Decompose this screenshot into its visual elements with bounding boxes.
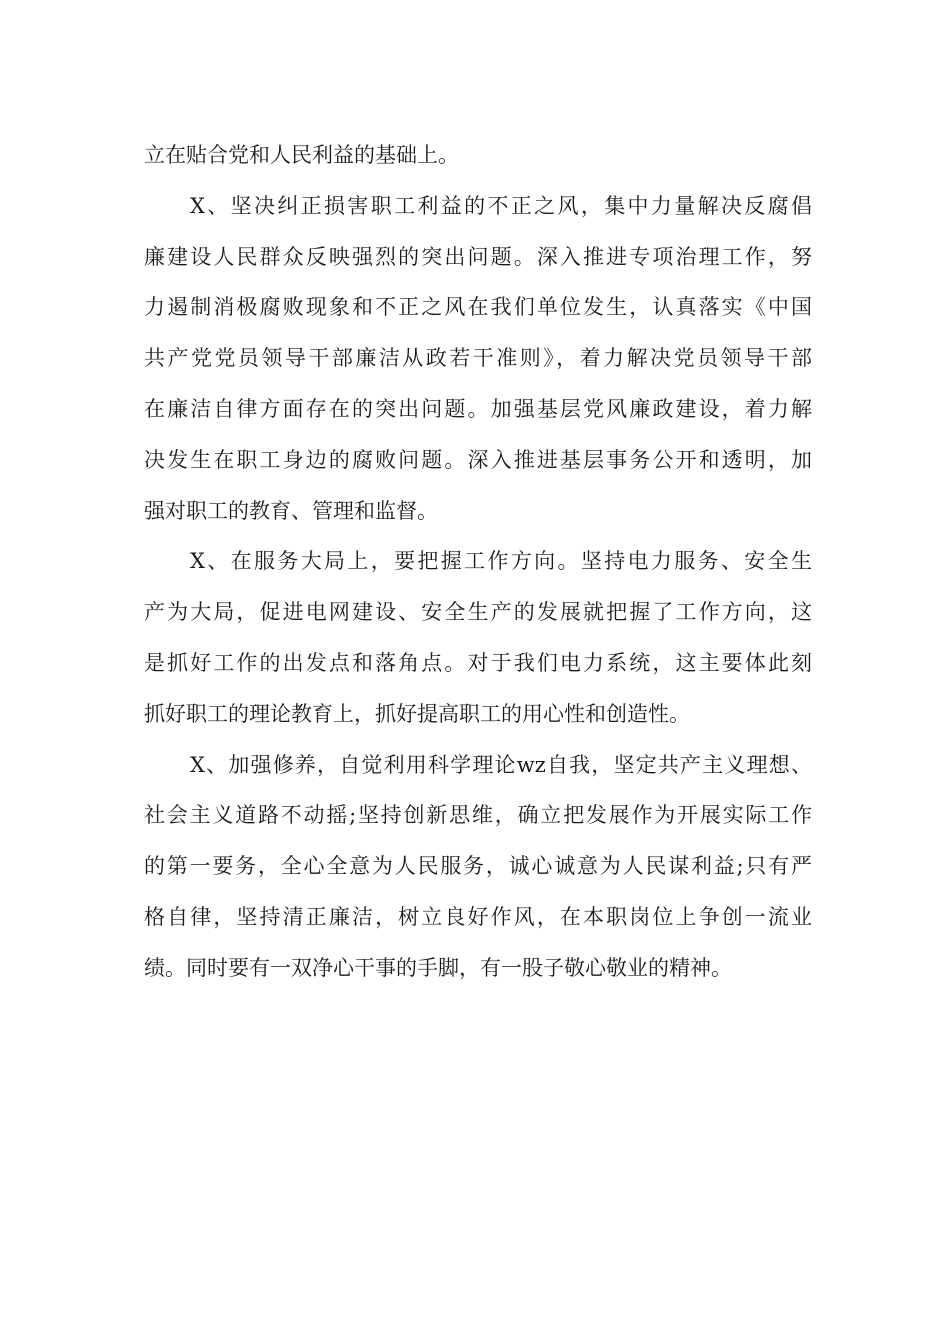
paragraph-1	[144, 130, 812, 181]
paragraph-4	[144, 740, 812, 994]
paragraph-line: 力遏制消极腐败现象和不正之风在我们单位发生，认真落实《中国	[144, 295, 812, 320]
paragraph-line: 的第一要务，全心全意为人民服务，诚心诚意为人民谋利益;只有严	[144, 854, 812, 879]
paragraph-line: X、加强修养，自觉利用科学理论wz自我，坚定共产主义理想、	[190, 752, 812, 777]
paragraph-line: 决发生在职工身边的腐败问题。深入推进基层事务公开和透明，加	[144, 447, 812, 472]
paragraph-line: 产为大局，促进电网建设、安全生产的发展就把握了工作方向，这	[144, 600, 812, 625]
paragraph-line: X、在服务大局上，要把握工作方向。坚持电力服务、安全生	[190, 549, 812, 574]
document-body	[144, 130, 812, 994]
paragraph-line: 廉建设人民群众反映强烈的突出问题。深入推进专项治理工作，努	[144, 244, 812, 269]
paragraph-line: 社会主义道路不动摇;坚持创新思维，确立把发展作为开展实际工作	[144, 803, 812, 828]
paragraph-line: 共产党党员领导干部廉洁从政若干准则》，着力解决党员领导干部	[144, 346, 812, 371]
paragraph-line: 在廉洁自律方面存在的突出问题。加强基层党风廉政建设，着力解	[144, 396, 812, 421]
paragraph-line: 绩。同时要有一双净心干事的手脚，有一股子敬心敬业的精神。	[144, 955, 732, 980]
paragraph-line: 是抓好工作的出发点和落角点。对于我们电力系统，这主要体此刻	[144, 650, 812, 675]
paragraph-line: 格自律，坚持清正廉洁，树立良好作风，在本职岗位上争创一流业	[144, 904, 812, 929]
paragraph-line: 立在贴合党和人民利益的基础上。	[144, 143, 459, 167]
paragraph-line: X、坚决纠正损害职工利益的不正之风，集中力量解决反腐倡	[190, 193, 812, 218]
paragraph-2	[144, 181, 812, 537]
paragraph-line: 抓好职工的理论教育上，抓好提高职工的用心性和创造性。	[144, 701, 690, 726]
paragraph-line: 强对职工的教育、管理和监督。	[144, 498, 438, 523]
paragraph-3	[144, 536, 812, 739]
